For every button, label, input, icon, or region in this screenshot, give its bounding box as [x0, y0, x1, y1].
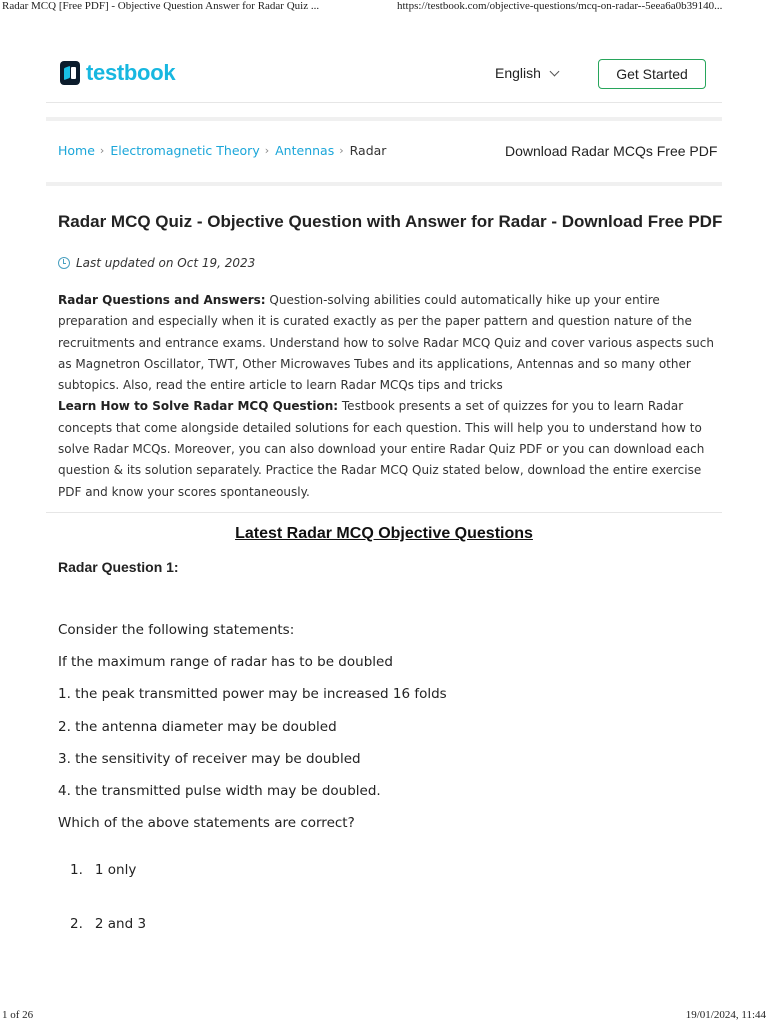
- learn-paragraph: [58, 396, 714, 502]
- content-divider: [46, 512, 722, 513]
- breadcrumb-antennas[interactable]: Antennas: [275, 143, 335, 158]
- question-heading: Radar Question 1:: [58, 559, 179, 575]
- breadcrumb: [58, 143, 386, 158]
- clock-icon: [58, 257, 70, 269]
- question-line: Consider the following statements:: [58, 622, 295, 638]
- question-line: 1. the peak transmitted power may be increased 16 folds: [58, 686, 447, 702]
- header-divider: [46, 102, 722, 103]
- breadcrumb-home[interactable]: Home: [58, 143, 95, 158]
- question-line: Which of the above statements are correct?: [58, 815, 355, 831]
- intro-heading: Radar Questions and Answers:: [58, 293, 266, 307]
- question-line: 4. the transmitted pulse width may be doubled.: [58, 783, 381, 799]
- page-title: Radar MCQ Quiz - Objective Question with Answer for Radar - Download Free PDF: [58, 212, 723, 231]
- article-intro: [58, 290, 714, 503]
- logo-text: testbook: [86, 60, 176, 85]
- question-line: 2. the antenna diameter may be doubled: [58, 719, 337, 735]
- chevron-down-icon: [549, 66, 559, 76]
- breadcrumb-current: Radar: [349, 143, 387, 158]
- get-started-button[interactable]: Get Started: [598, 59, 706, 89]
- chevron-right-icon: ›: [99, 144, 105, 157]
- download-pdf-link[interactable]: Download Radar MCQs Free PDF: [505, 143, 718, 159]
- learn-heading: Learn How to Solve Radar MCQ Question:: [58, 399, 339, 414]
- print-datetime: 19/01/2024, 11:44: [685, 1009, 766, 1021]
- section-title: Latest Radar MCQ Objective Questions: [235, 525, 533, 542]
- last-updated-text: Last updated on Oct 19, 2023: [76, 256, 256, 270]
- last-updated: [58, 256, 255, 270]
- language-label: English: [495, 65, 541, 81]
- question-line: 3. the sensitivity of receiver may be doubled: [58, 751, 361, 767]
- print-page-url: https://testbook.com/objective-questions/mcq-on-radar--5eea6a0b39140...: [397, 0, 723, 12]
- language-selector[interactable]: [495, 65, 558, 81]
- question-line: If the maximum range of radar has to be doubled: [58, 654, 393, 670]
- site-header: [46, 54, 722, 102]
- intro-paragraph: [58, 290, 714, 396]
- intro-text: Question-solving abilities could automatically hike up your entire preparation and especially when it is curated exactly as per the paper pattern and question nature of the recruitments and entrance exams. Understand how to solve Radar MCQ Quiz and cover various aspects such as Magnetron Oscillator, TWT, Other Microwaves Tubes and its applications, Antennas and so many other subtopics. Also, read the entire article to learn Radar MCQs tips and tricks: [58, 293, 714, 393]
- answer-option-2[interactable]: [70, 916, 146, 932]
- answer-option-1[interactable]: [70, 862, 136, 878]
- section-separator: [46, 182, 722, 186]
- section-separator: [46, 117, 722, 121]
- option-text: 2 and 3: [94, 916, 147, 932]
- testbook-logo-icon: [60, 61, 80, 85]
- print-footer: [0, 1008, 768, 1024]
- option-number: 2.: [70, 916, 83, 932]
- print-header: [0, 0, 768, 16]
- option-text: 1 only: [94, 862, 137, 878]
- learn-text: Testbook presents a set of quizzes for you to learn Radar concepts that come alongside detailed solutions for each question. This will help you to understand how to solve Radar MCQs. Moreover, you can also download your entire Radar Quiz PDF or you can download each question & its solution separately. Practice the Radar MCQ Quiz stated below, download the entire exercise PDF and know your scores spontaneously.: [58, 399, 705, 499]
- breadcrumb-electromagnetic-theory[interactable]: Electromagnetic Theory: [110, 143, 260, 158]
- chevron-right-icon: ›: [264, 144, 270, 157]
- option-number: 1.: [70, 862, 83, 878]
- print-page-title: Radar MCQ [Free PDF] - Objective Question Answer for Radar Quiz ...: [2, 0, 320, 12]
- testbook-logo[interactable]: [60, 60, 175, 86]
- print-page-number: 1 of 26: [2, 1009, 34, 1021]
- chevron-right-icon: ›: [339, 144, 344, 157]
